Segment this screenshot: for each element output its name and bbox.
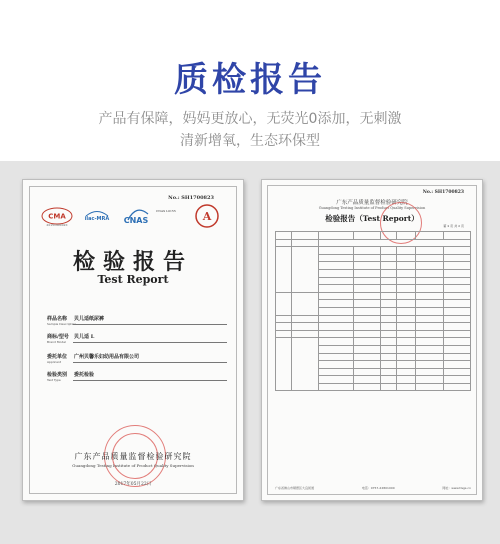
- report-results-image: [261, 179, 483, 501]
- table-cell: [416, 232, 443, 240]
- cnas-logo-text: CNAS: [123, 216, 149, 225]
- cnas-code: CNAS L0155: [156, 209, 176, 213]
- table-cell: [396, 277, 416, 285]
- field-sample-name: 样品名称 Sample Description 贝儿适纸尿裤: [47, 315, 227, 326]
- table-cell: [353, 232, 380, 240]
- table-cell: [353, 368, 380, 376]
- field-value: 广州贝馨乐妇幼用品有限公司: [74, 354, 140, 360]
- table-cell: [381, 232, 397, 240]
- table-cell: [353, 338, 380, 346]
- table-row: [276, 232, 471, 240]
- institute-name-en: Guangdong Testing Institute of Product Quality Supervision: [72, 463, 194, 468]
- table-cell: [353, 254, 380, 262]
- table-row: [276, 315, 471, 323]
- table-cell: [381, 292, 397, 300]
- table-cell: [381, 315, 397, 323]
- table-cell: [416, 323, 443, 331]
- table-cell: [396, 368, 416, 376]
- table-cell: [396, 292, 416, 300]
- field-brand-model: 商标/型号 Brand Model 贝儿适 L: [47, 333, 227, 344]
- report-panel: [0, 161, 500, 544]
- table-cell: [381, 247, 397, 255]
- table-cell: [353, 330, 380, 338]
- results-institute-name-en: Guangdong Testing Institute of Product Quality Supervision: [318, 206, 426, 210]
- institute-name: 广东产品质量监督检验研究院: [74, 452, 192, 461]
- table-cell: [396, 376, 416, 384]
- table-cell: [443, 383, 470, 391]
- results-table: [275, 231, 471, 391]
- table-cell: [443, 368, 470, 376]
- table-cell: [381, 383, 397, 391]
- table-cell: [396, 247, 416, 255]
- table-cell: [396, 338, 416, 346]
- table-cell: [353, 315, 380, 323]
- table-cell: [416, 376, 443, 384]
- table-cell: [291, 239, 318, 247]
- table-cell: [396, 315, 416, 323]
- table-cell: [396, 345, 416, 353]
- table-cell: [291, 338, 318, 391]
- table-cell: [291, 247, 318, 293]
- table-cell: [396, 323, 416, 331]
- table-cell: [318, 376, 353, 384]
- table-cell: [318, 277, 353, 285]
- table-cell: [276, 247, 292, 293]
- table-cell: [443, 353, 470, 361]
- table-cell: [443, 232, 470, 240]
- page-title: 质检报告: [174, 60, 326, 100]
- table-cell: [381, 368, 397, 376]
- table-cell: [353, 376, 380, 384]
- table-cell: [318, 300, 353, 308]
- table-cell: [318, 254, 353, 262]
- cma-logo-text: CMA: [48, 212, 66, 221]
- table-cell: [381, 269, 397, 277]
- table-cell: [353, 345, 380, 353]
- footer-tel: 电话：0757-22801000: [361, 486, 395, 490]
- table-row: [276, 323, 471, 331]
- table-cell: [381, 330, 397, 338]
- table-cell: [353, 269, 380, 277]
- table-cell: [416, 277, 443, 285]
- table-cell: [443, 315, 470, 323]
- table-cell: [353, 383, 380, 391]
- table-cell: [318, 285, 353, 293]
- field-value: 贝儿适 L: [74, 334, 95, 340]
- table-cell: [381, 361, 397, 369]
- table-cell: [396, 285, 416, 293]
- table-cell: [381, 323, 397, 331]
- table-cell: [318, 361, 353, 369]
- table-cell: [318, 330, 353, 338]
- table-cell: [276, 330, 292, 338]
- table-cell: [443, 330, 470, 338]
- table-cell: [443, 254, 470, 262]
- table-cell: [276, 315, 292, 323]
- table-cell: [276, 232, 292, 240]
- table-cell: [396, 300, 416, 308]
- table-cell: [276, 323, 292, 331]
- table-cell: [443, 262, 470, 270]
- footer-site: 网址：www.tlsgs.cn: [442, 486, 471, 490]
- table-cell: [318, 292, 353, 300]
- table-cell: [318, 269, 353, 277]
- table-cell: [291, 315, 318, 323]
- table-cell: [416, 330, 443, 338]
- certification-a-logo-icon: [192, 203, 222, 233]
- footer-address: 广东省佛山市顺德区大良街道: [275, 486, 315, 490]
- table-cell: [381, 307, 397, 315]
- table-cell: [318, 368, 353, 376]
- table-cell: [416, 353, 443, 361]
- table-cell: [353, 300, 380, 308]
- cover-number: No.: SH1700823: [168, 195, 214, 201]
- results-border: [267, 185, 477, 495]
- table-cell: [318, 307, 353, 315]
- field-underline: [73, 342, 227, 343]
- table-cell: [416, 269, 443, 277]
- table-cell: [291, 323, 318, 331]
- table-cell: [291, 232, 318, 240]
- table-row: [276, 338, 471, 346]
- report-date: 2017年05月22日: [114, 482, 152, 487]
- results-number: No.: SH1700823: [422, 190, 464, 195]
- table-cell: [381, 262, 397, 270]
- table-cell: [443, 277, 470, 285]
- table-cell: [291, 330, 318, 338]
- table-cell: [416, 345, 443, 353]
- table-cell: [381, 376, 397, 384]
- table-cell: [443, 376, 470, 384]
- table-cell: [416, 254, 443, 262]
- table-cell: [353, 353, 380, 361]
- table-cell: [381, 285, 397, 293]
- table-cell: [443, 307, 470, 315]
- field-test-type: 检验类别 Test Type 委托检验: [47, 371, 227, 382]
- table-cell: [291, 292, 318, 315]
- cma-logo-icon: [40, 207, 76, 231]
- results-institute-name: 广东产品质量监督检验研究院: [336, 200, 408, 206]
- table-cell: [396, 254, 416, 262]
- table-cell: [443, 247, 470, 255]
- table-cell: [353, 277, 380, 285]
- table-cell: [416, 300, 443, 308]
- table-cell: [318, 345, 353, 353]
- field-underline: [73, 362, 227, 363]
- svg-text:2015190002X: 2015190002X: [46, 223, 68, 227]
- table-cell: [396, 232, 416, 240]
- table-cell: [443, 323, 470, 331]
- table-cell: [396, 353, 416, 361]
- table-cell: [443, 269, 470, 277]
- field-applicant: 委托单位 Applicant 广州贝馨乐妇幼用品有限公司: [47, 353, 227, 364]
- table-cell: [381, 300, 397, 308]
- table-cell: [353, 247, 380, 255]
- table-cell: [318, 353, 353, 361]
- table-cell: [416, 361, 443, 369]
- field-underline: [73, 324, 227, 325]
- table-row: [276, 292, 471, 300]
- field-value: 委托检验: [74, 372, 95, 378]
- table-cell: [416, 285, 443, 293]
- table-cell: [318, 338, 353, 346]
- table-cell: [353, 307, 380, 315]
- table-cell: [416, 292, 443, 300]
- cover-title-en: Test Report: [97, 273, 169, 286]
- table-cell: [381, 338, 397, 346]
- table-cell: [276, 239, 292, 247]
- table-row: [276, 247, 471, 255]
- table-cell: [416, 383, 443, 391]
- table-cell: [443, 361, 470, 369]
- table-cell: [381, 353, 397, 361]
- ilac-logo-icon: [82, 207, 112, 231]
- table-cell: [443, 338, 470, 346]
- table-cell: [396, 361, 416, 369]
- cnas-logo-icon: [118, 206, 154, 232]
- cover-border: [29, 186, 237, 494]
- page-indicator: 第 2 页 共 2 页: [443, 224, 464, 228]
- report-cover-image: [22, 179, 244, 501]
- table-cell: [353, 285, 380, 293]
- table-cell: [443, 345, 470, 353]
- results-footer: [275, 486, 471, 490]
- table-cell: [353, 323, 380, 331]
- table-cell: [318, 262, 353, 270]
- table-cell: [353, 292, 380, 300]
- table-cell: [416, 262, 443, 270]
- table-cell: [396, 307, 416, 315]
- table-cell: [381, 254, 397, 262]
- table-cell: [443, 285, 470, 293]
- svg-text:A: A: [202, 210, 212, 223]
- subtitle-line-1: 产品有保障，妈妈更放心，无荧光0添加，无刺激: [98, 111, 402, 127]
- page-subtitle: [50, 108, 450, 152]
- table-cell: [318, 247, 353, 255]
- results-title: 检验报告（Test Report）: [325, 214, 419, 223]
- table-cell: [381, 277, 397, 285]
- table-cell: [318, 323, 353, 331]
- table-cell: [396, 330, 416, 338]
- field-value: 贝儿适纸尿裤: [74, 316, 105, 322]
- table-cell: [443, 292, 470, 300]
- cover-title: 检验报告: [72, 249, 193, 275]
- table-row: [276, 330, 471, 338]
- table-cell: [276, 338, 292, 391]
- table-cell: [416, 247, 443, 255]
- table-cell: [416, 368, 443, 376]
- table-cell: [353, 361, 380, 369]
- table-cell: [443, 300, 470, 308]
- table-cell: [318, 315, 353, 323]
- table-cell: [416, 315, 443, 323]
- table-cell: [318, 239, 470, 247]
- table-cell: [381, 345, 397, 353]
- table-cell: [396, 262, 416, 270]
- subtitle-line-2: 清新增氧，生态环保型: [180, 133, 320, 149]
- field-underline: [73, 380, 227, 381]
- table-cell: [318, 232, 353, 240]
- table-cell: [276, 292, 292, 315]
- table-cell: [353, 262, 380, 270]
- table-cell: [396, 383, 416, 391]
- table-cell: [416, 307, 443, 315]
- ilac-logo-text: ilac-MRA: [84, 216, 110, 222]
- table-cell: [318, 383, 353, 391]
- table-cell: [396, 269, 416, 277]
- table-cell: [416, 338, 443, 346]
